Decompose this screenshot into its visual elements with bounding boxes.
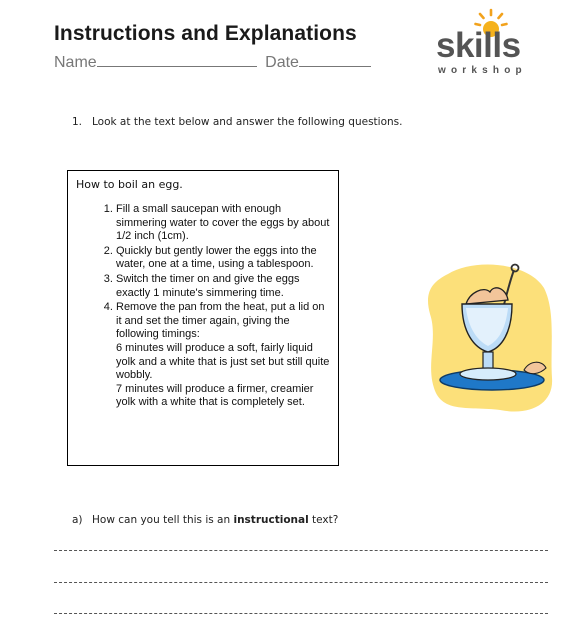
recipe-title: How to boil an egg. xyxy=(76,178,183,191)
question-1-number: 1. xyxy=(72,116,83,128)
skills-workshop-logo xyxy=(436,8,552,80)
recipe-step-text: Remove the pan from the heat, put a lid on it and set the timer again, giving the following timings: xyxy=(116,301,325,341)
egg-cup-clipart xyxy=(426,256,556,416)
question-a-letter: a) xyxy=(72,514,83,526)
recipe-step: 1. Fill a small saucepan with enough simmering water to cover the eggs by about 1/2 inch (1cm). xyxy=(116,203,330,244)
timing-6-minutes: 6 minutes will produce a soft, fairly liquid yolk and a white that is just set but still quite wobbly. xyxy=(116,341,330,382)
page-title: Instructions and Explanations xyxy=(54,22,357,45)
name-label: Name xyxy=(54,54,97,71)
question-1 xyxy=(72,116,402,128)
answer-line[interactable] xyxy=(54,613,548,614)
logo-word: skills xyxy=(436,26,521,65)
name-date-line xyxy=(54,52,371,72)
recipe-step: 2. Quickly but gently lower the eggs into the water, one at a time, using a tablespoon. xyxy=(116,245,330,272)
recipe-step-4 xyxy=(116,301,330,410)
name-field[interactable] xyxy=(97,52,257,67)
date-label: Date xyxy=(265,54,299,71)
question-a xyxy=(72,514,338,526)
recipe-steps xyxy=(76,203,330,410)
question-a-bold: instructional xyxy=(233,514,309,526)
timing-7-minutes: 7 minutes will produce a firmer, creamier yolk with a white that is completely set. xyxy=(116,382,314,409)
recipe-textbox xyxy=(67,170,339,466)
question-a-text: How can you tell this is an xyxy=(92,514,234,526)
logo-subtitle: workshop xyxy=(438,65,527,76)
question-a-text-end: text? xyxy=(308,514,339,526)
answer-line[interactable] xyxy=(54,582,548,583)
answer-line[interactable] xyxy=(54,550,548,551)
question-1-text: Look at the text below and answer the following questions. xyxy=(92,116,403,128)
recipe-step: 3. Switch the timer on and give the eggs exactly 1 minute's simmering time. xyxy=(116,273,330,300)
date-field[interactable] xyxy=(299,52,371,67)
